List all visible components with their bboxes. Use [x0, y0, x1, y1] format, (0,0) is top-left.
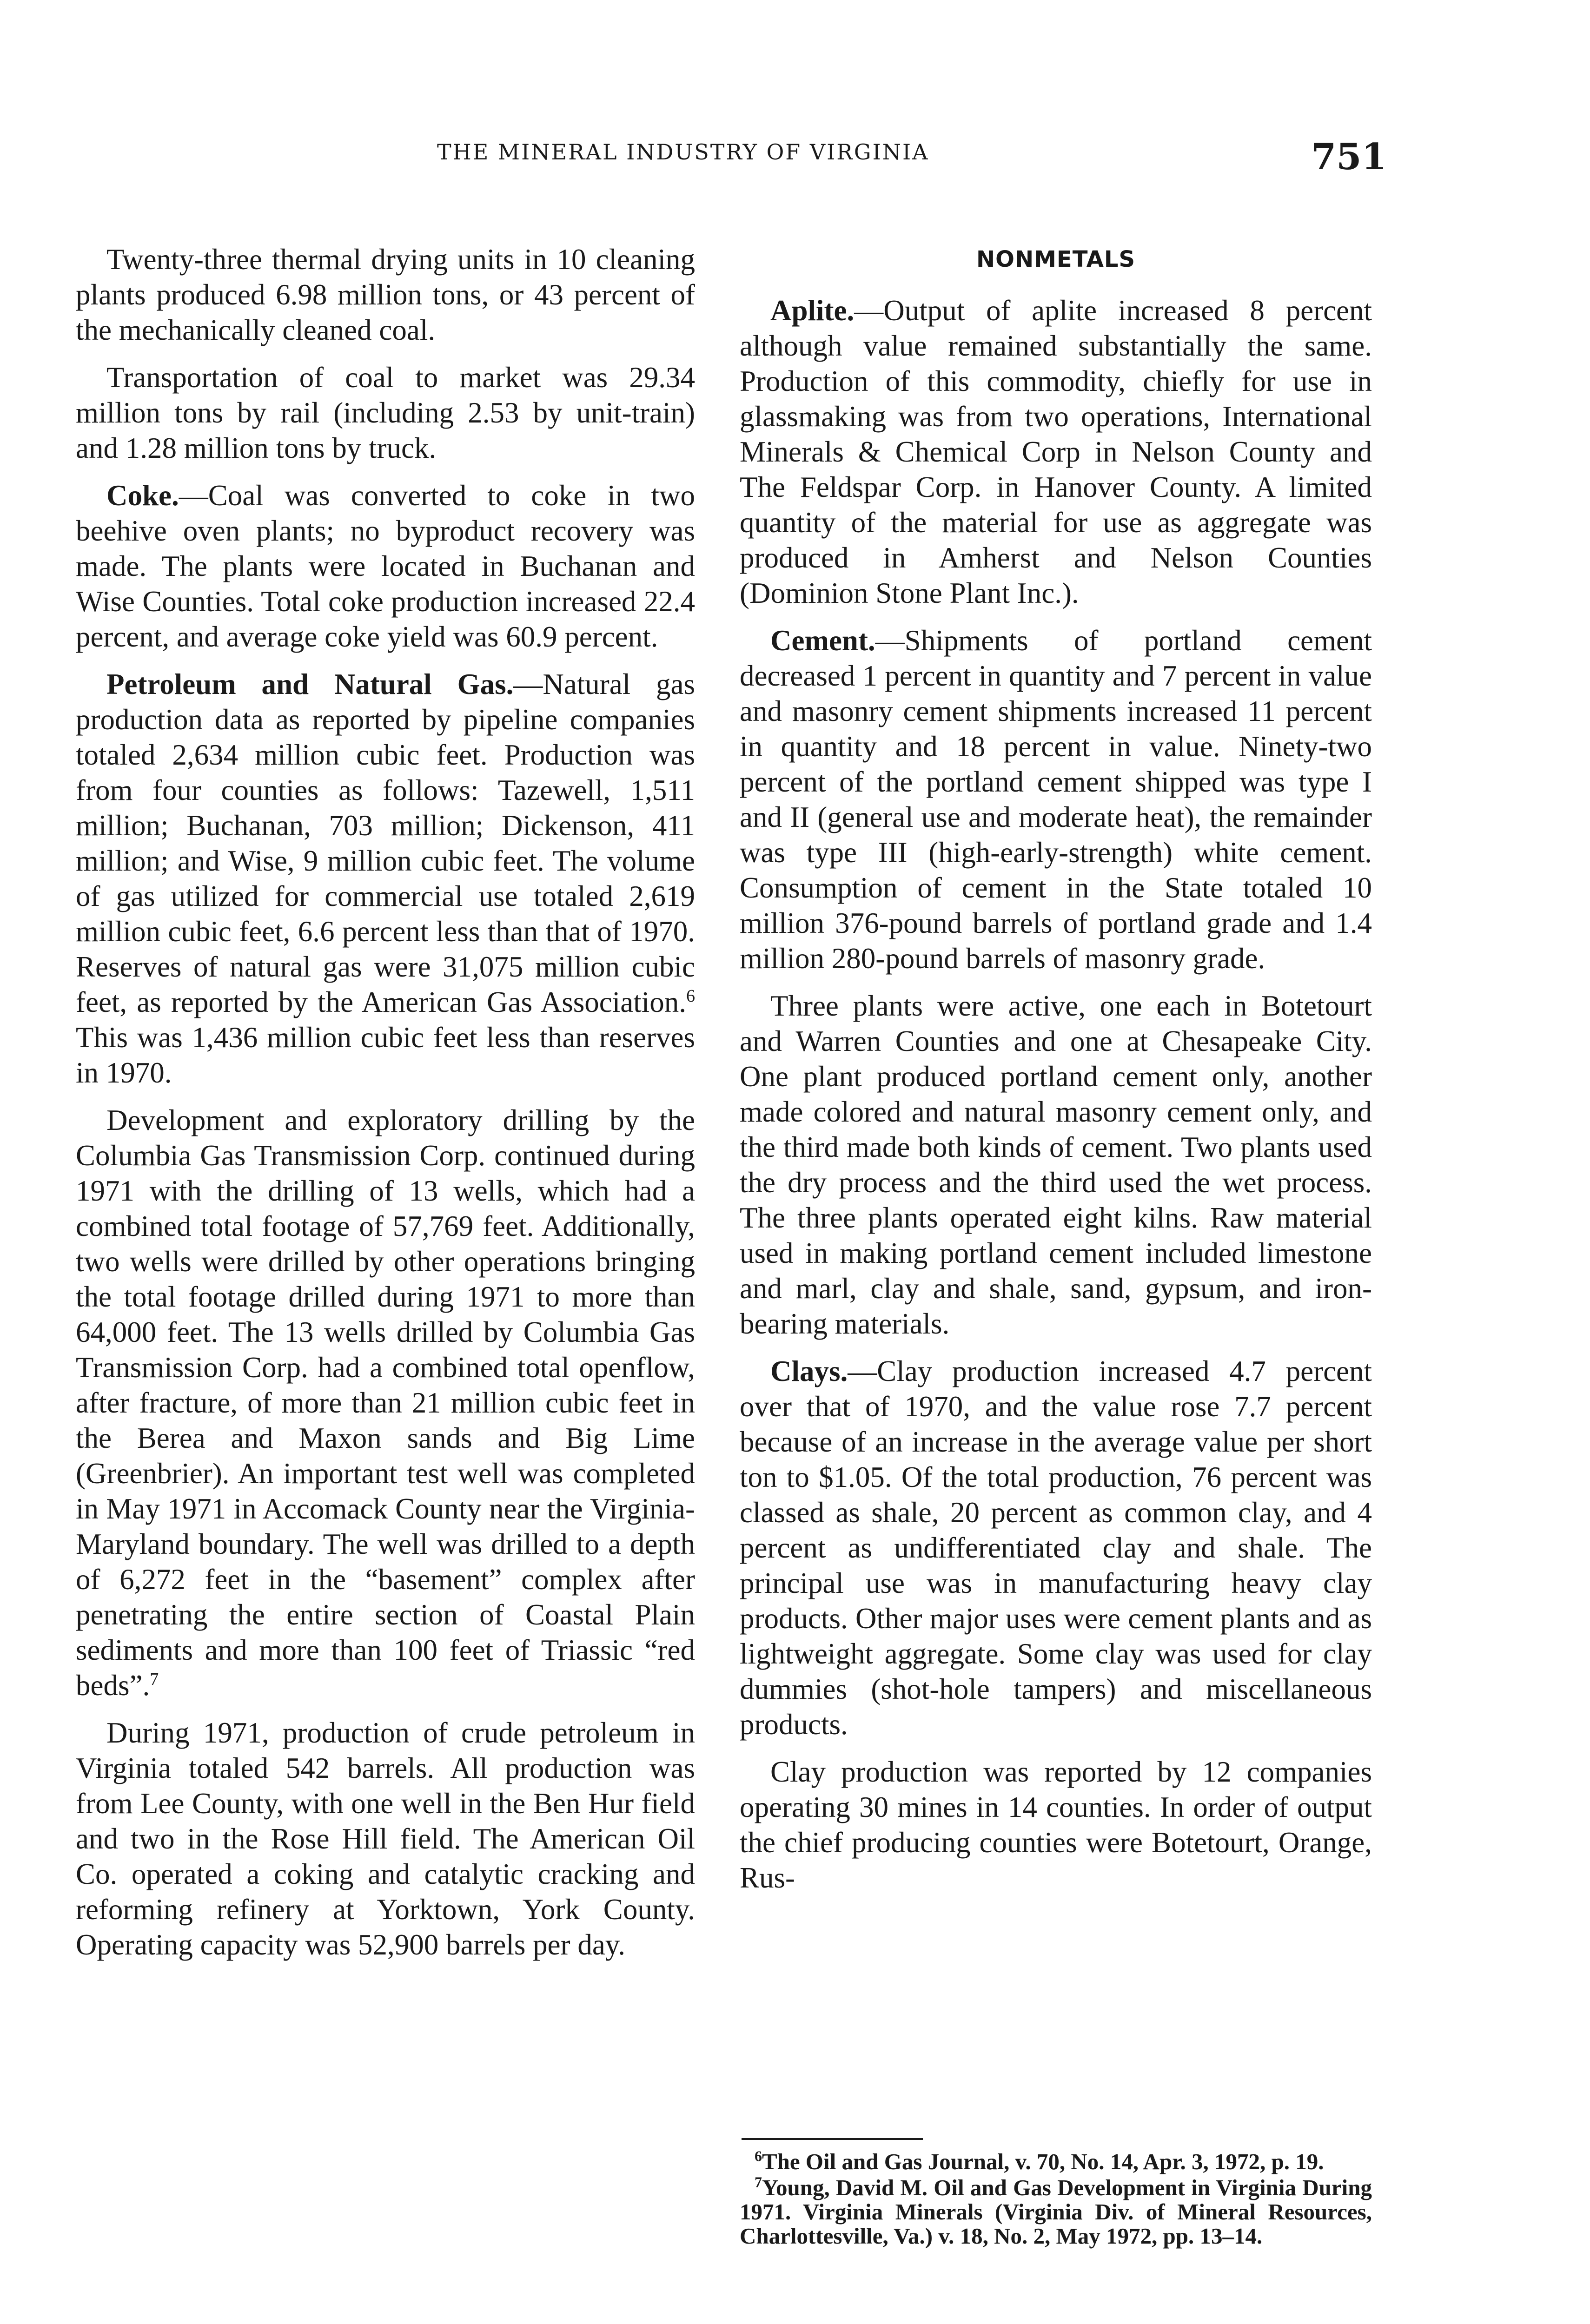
clays-heading: Clays. [770, 1355, 848, 1387]
cement-text: —Shipments of portland cement decreased 1 percent in quantity and 7 percent in value and masonry cement shipments increased 11 percent in quantity and 18 percent in value. Ninety-two percent of the portland cement shipped was type I and II (general use and moderate heat), the remainder was type III (high-early-strength) white cement. Consumption of cement in the State totaled 10 million 376-pound barrels of portland grade and 1.4 million 280-pound barrels of masonry grade. [740, 624, 1372, 975]
running-title: THE MINERAL INDUSTRY OF VIRGINIA [437, 139, 929, 165]
aplite-text: —Output of aplite increased 8 percent although value remained substantially the same. Production of this commodity, chiefly for use in glassmaking was from two operations, International Minerals & Chemical Corp in Nelson County and The Feldspar Corp. in Hanover County. A limited quantity of the material for use as aggregate was produced in Amherst and Nelson Counties (Dominion Stone Plant Inc.). [740, 294, 1372, 609]
footnote-6 [740, 2147, 1372, 2174]
coke-text: —Coal was converted to coke in two beehive oven plants; no byproduct recovery was made. The plants were located in Buchanan and Wise Counties. Total coke production increased 22.4 percent, and average coke yield was 60.9 percent. [76, 479, 695, 653]
paragraph-aplite [740, 293, 1372, 611]
right-column [740, 242, 1372, 1908]
petroleum-text: —Natural gas production data as reported by pipeline companies totaled 2,634 million cubic feet. Production was from four counties as follows: Tazewell, 1,511 million; Buchanan, 703 million; Dickenson, 411 million; and Wise, 9 million cubic feet. The volume of gas utilized for commercial use totaled 2,619 million cubic feet, 6.6 percent less than that of 1970. Reserves of natural gas were 31,075 million cubic feet, as reported by the American Gas Association. [76, 668, 695, 1018]
footnotes [740, 2147, 1372, 2250]
paragraph-cement-plants: Three plants were active, one each in Botetourt and Warren Counties and one at Chesapeake City. One plant produced portland cement only, another made colored and natural masonry cement only, and the third made both kinds of cement. Two plants used the dry process and the third used the wet process. The three plants operated eight kilns. Raw material used in making portland cement included limestone and marl, clay and shale, sand, gypsum, and iron-bearing materials. [740, 990, 1372, 1340]
section-heading-nonmetals: NONMETALS [976, 246, 1136, 272]
footnote-ref-7[interactable]: 7 [150, 1670, 159, 1689]
footnote-6-mark: 6 [755, 2147, 762, 2165]
footnote-ref-6[interactable]: 6 [686, 986, 695, 1006]
drilling-text: Development and exploratory drilling by the Columbia Gas Transmission Corp. continued during 1971 with the drilling of 13 wells, which had a combined total footage of 57,769 feet. Additionally, two wells were drilled by other operations bringing the total footage drilled during 1971 to more than 64,000 feet. The 13 wells drilled by Columbia Gas Transmission Corp. had a combined total openflow, after fracture, of more than 21 million cubic feet in the Berea and Maxon sands and Big Lime (Greenbrier). An important test well was completed in May 1971 in Accomack County near the Virginia-Maryland boundary. The well was drilled to a depth of 6,272 feet in the “basement” complex after penetrating the entire section of Coastal Plain sediments and more than 100 feet of Triassic “red beds”. [76, 1104, 695, 1702]
paragraph-transportation: Transportation of coal to market was 29.34 million tons by rail (including 2.53 by unit-train) and 1.28 million tons by truck. [76, 361, 695, 464]
paragraph-drilling [76, 1103, 695, 1703]
coke-heading: Coke. [106, 479, 179, 512]
page-number: 751 [1311, 136, 1387, 178]
paragraph-coke [76, 478, 695, 654]
aplite-heading: Aplite. [770, 294, 855, 327]
paragraph-crude-petroleum: During 1971, production of crude petroleum in Virginia totaled 542 barrels. All production was from Lee County, with one well in the Ben Hur field and two in the Rose Hill field. The American Oil Co. operated a coking and catalytic cracking and reforming refinery at Yorktown, York County. Operating capacity was 52,900 barrels per day. [76, 1717, 695, 1961]
footnote-7-text: Young, David M. Oil and Gas Development in Virginia During 1971. Virginia Minerals (Virginia Div. of Mineral Resources, Charlottesville, Va.) v. 18, No. 2, May 1972, pp. 13–14. [740, 2175, 1372, 2249]
footnote-divider [742, 2138, 923, 2140]
paragraph-drying-units: Twenty-three thermal drying units in 10 cleaning plants produced 6.98 million tons, or 43 percent of the mechanically cleaned coal. [76, 243, 695, 346]
left-column [76, 242, 695, 1974]
clays-text: —Clay production increased 4.7 percent over that of 1970, and the value rose 7.7 percent because of an increase in the average value per short ton to $1.05. Of the total production, 76 percent was classed as shale, 20 percent as common clay, and 4 percent as undifferentiated clay and shale. The principal use was in manufacturing heavy clay products. Other major uses were cement plants and as lightweight aggregate. Some clay was used for clay dummies (shot-hole tampers) and miscellaneous products. [740, 1355, 1372, 1741]
paragraph-clays [740, 1353, 1372, 1742]
paragraph-cement [740, 623, 1372, 976]
cement-heading: Cement. [770, 624, 875, 657]
footnote-7-mark: 7 [755, 2173, 762, 2191]
petroleum-tail: This was 1,436 million cubic feet less than reserves in 1970. [76, 1021, 695, 1089]
paragraph-petroleum-gas [76, 667, 695, 1090]
petroleum-heading: Petroleum and Natural Gas. [106, 668, 514, 700]
footnote-7 [740, 2173, 1372, 2249]
paragraph-clay-companies: Clay production was reported by 12 companies operating 30 mines in 14 counties. In order of output the chief producing counties were Botetourt, Orange, Rus- [740, 1756, 1372, 1894]
footnote-6-text: The Oil and Gas Journal, v. 70, No. 14, Apr. 3, 1972, p. 19. [762, 2149, 1324, 2174]
